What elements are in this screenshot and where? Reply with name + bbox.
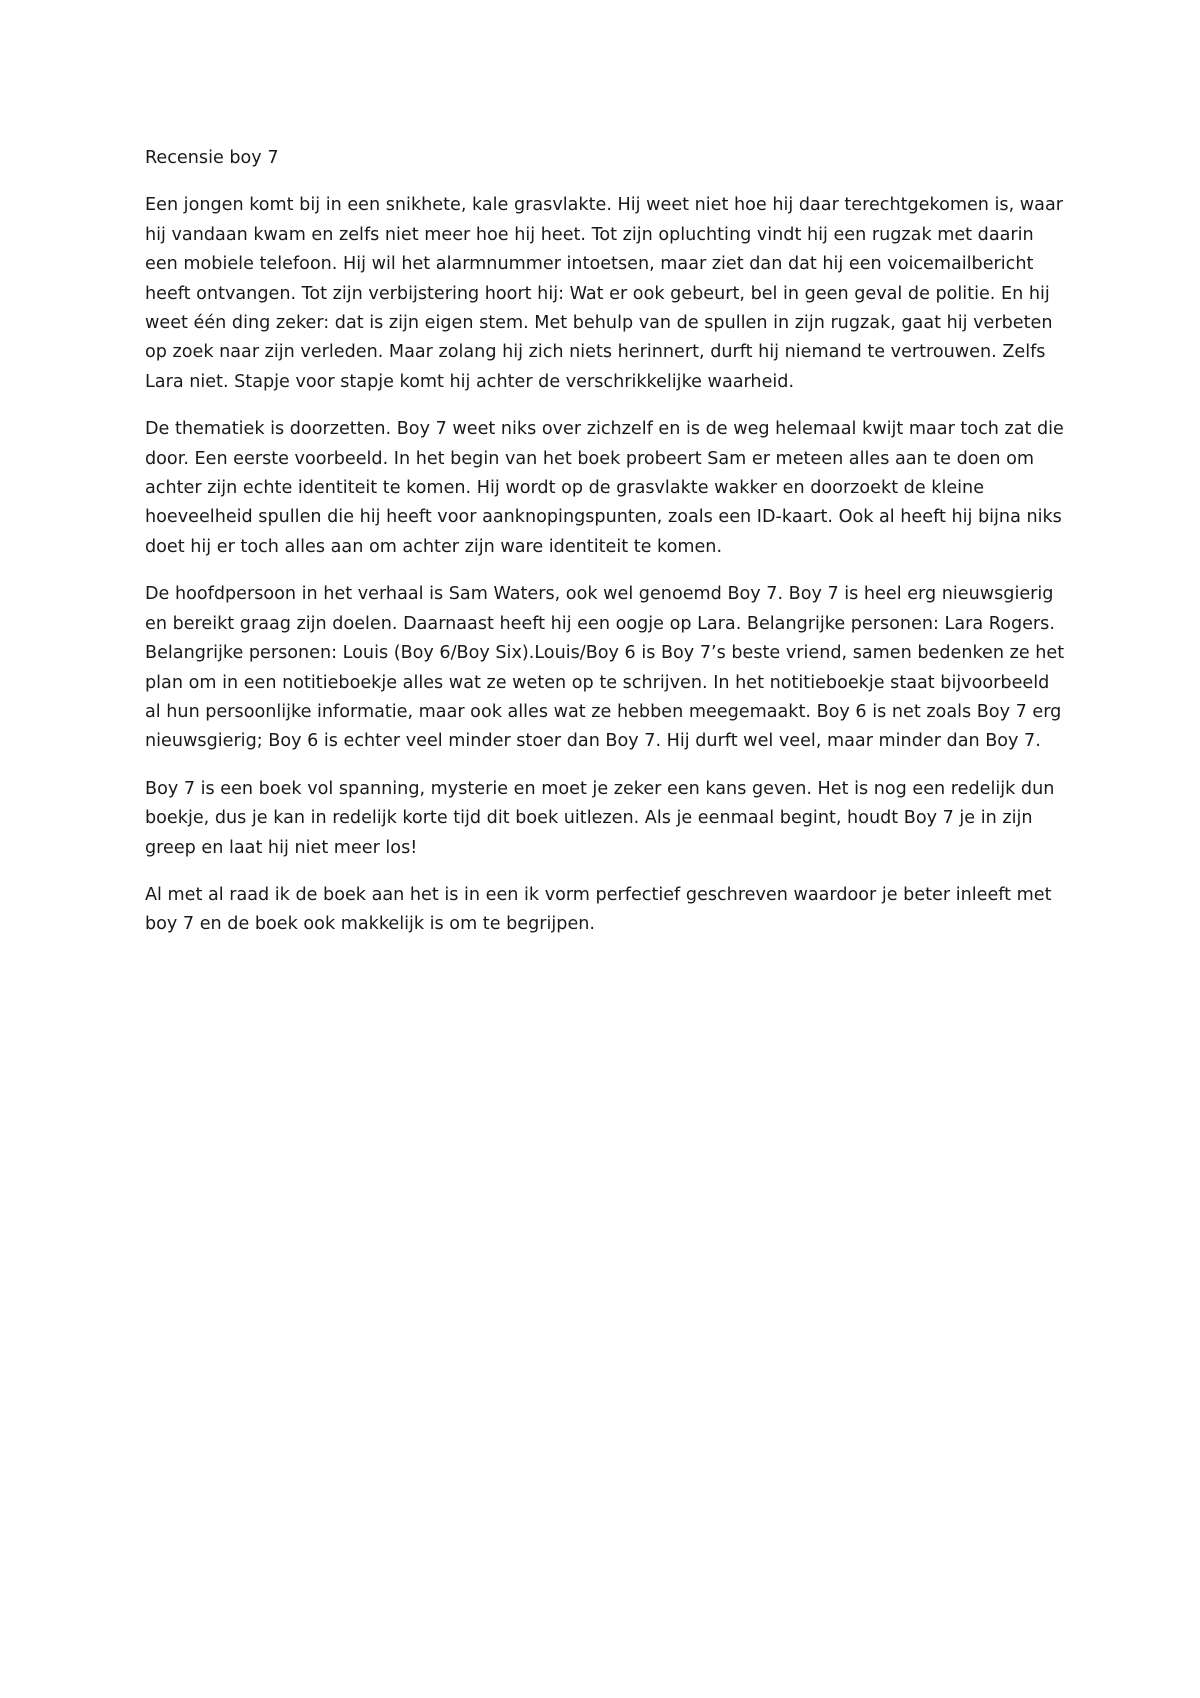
- paragraph-characters: De hoofdpersoon in het verhaal is Sam Waters, ook wel genoemd Boy 7. Boy 7 is heel erg nieuwsgierig en bereikt graag zijn doelen. Daarnaast heeft hij een oogje op Lara. Belangrijke personen: Lara Rogers. Belangrijke personen: Louis (Boy 6/Boy Six).Louis/Boy 6 is Boy 7’s beste vriend, samen bedenken ze het plan om in een notitieboekje alles wat ze weten op te schrijven. In het notitieboekje staat bijvoorbeeld al hun persoonlijke informatie, maar ook alles wat ze hebben meegemaakt. Boy 6 is net zoals Boy 7 erg nieuwsgierig; Boy 6 is echter veel minder stoer dan Boy 7. Hij durft wel veel, maar minder dan Boy 7.: [145, 584, 1065, 752]
- document-title: Recensie boy 7: [145, 148, 279, 168]
- document-body: [145, 144, 1065, 958]
- paragraph-summary: Een jongen komt bij in een snikhete, kale grasvlakte. Hij weet niet hoe hij daar terechtgekomen is, waar hij vandaan kwam en zelfs niet meer hoe hij heet. Tot zijn opluchting vindt hij een rugzak met daarin een mobiele telefoon. Hij wil het alarmnummer intoetsen, maar ziet dan dat hij een voicemailbericht heeft ontvangen. Tot zijn verbijstering hoort hij: Wat er ook gebeurt, bel in geen geval de politie. En hij weet één ding zeker: dat is zijn eigen stem. Met behulp van de spullen in zijn rugzak, gaat hij verbeten op zoek naar zijn verleden. Maar zolang hij zich niets herinnert, durft hij niemand te vertrouwen. Zelfs Lara niet. Stapje voor stapje komt hij achter de verschrikkelijke waarheid.: [145, 195, 1063, 392]
- paragraph-theme: De thematiek is doorzetten. Boy 7 weet niks over zichzelf en is de weg helemaal kwijt maar toch zat die door. Een eerste voorbeeld. In het begin van het boek probeert Sam er meteen alles aan te doen om achter zijn echte identiteit te komen. Hij wordt op de grasvlakte wakker en doorzoekt de kleine hoeveelheid spullen die hij heeft voor aanknopingspunten, zoals een ID-kaart. Ook al heeft hij bijna niks doet hij er toch alles aan om achter zijn ware identiteit te komen.: [145, 419, 1064, 557]
- paragraph-opinion: Boy 7 is een boek vol spanning, mysterie en moet je zeker een kans geven. Het is nog een redelijk dun boekje, dus je kan in redelijk korte tijd dit boek uitlezen. Als je eenmaal begint, houdt Boy 7 je in zijn greep en laat hij niet meer los!: [145, 778, 1055, 858]
- paragraph-conclusion: Al met al raad ik de boek aan het is in een ik vorm perfectief geschreven waardoor je beter inleeft met boy 7 en de boek ook makkelijk is om te begrijpen.: [145, 884, 1052, 935]
